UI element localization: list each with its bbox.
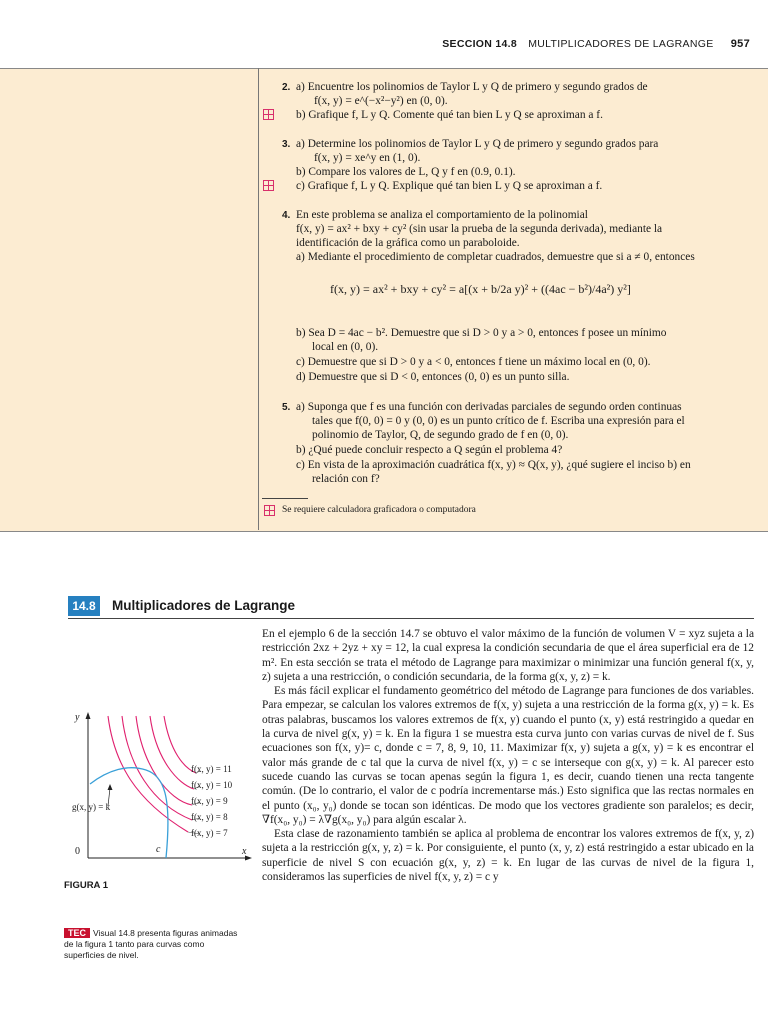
constraint-label: g(x, y) = k <box>72 802 111 812</box>
exercise-4: 4. En este problema se analiza el comportamiento de la polinomial <box>282 209 588 221</box>
footnote-rule <box>262 498 308 499</box>
figure-caption: FIGURA 1 <box>64 880 108 891</box>
page-number: 957 <box>730 38 750 50</box>
level-curve-8 <box>150 716 194 789</box>
level-label-9: f(x, y) = 9 <box>191 796 228 806</box>
exercise-5a: 5. a) Suponga que f es una función con derivadas parciales de segundo orden continuas <box>282 401 682 413</box>
exercise-4b-line2: local en (0, 0). <box>312 341 379 353</box>
tec-text: Visual 14.8 presenta figuras animadas de la figura 1 tanto para curvas como superficies de nivel. <box>64 928 238 960</box>
footnote: Se requiere calculadora graficadora o computadora <box>282 505 476 515</box>
graphing-calculator-icon <box>264 505 275 516</box>
tec-badge: TEC <box>64 928 90 938</box>
exercise-2a-function: f(x, y) = e^(−x²−y²) en (0, 0). <box>314 95 448 107</box>
section-rule <box>68 618 754 619</box>
section-title: Multiplicadores de Lagrange <box>112 598 296 613</box>
c-label: c <box>156 844 161 855</box>
tec-note <box>64 928 244 961</box>
paragraph-1: En el ejemplo 6 de la sección 14.7 se obtuvo el valor máximo de la función de volumen V = xyz sujeta a la restricción 2xz + 2yz + xy = 12, la cual expresa la condición secundaria de que el área superficial era de 12 m². En esta sección se trata el método de Lagrange para maximizar o minimizar una función general f(x, y, z) sujeta a una restricción, o condición secundaria, de la forma g(x, y, z) = k. <box>262 628 754 683</box>
exercise-4-formula: f(x, y) = ax² + bxy + cy² = a[(x + b/2a y)² + ((4ac − b²)/4a²) y²] <box>330 282 631 296</box>
y-axis-arrow <box>86 712 91 719</box>
graphing-calculator-icon <box>263 180 274 191</box>
exercise-3a: 3. a) Determine los polinomios de Taylor L y Q de primero y segundo grados para <box>282 138 659 150</box>
exercise-4-line2: f(x, y) = ax² + bxy + cy² (sin usar la prueba de la segunda derivada), mediante la <box>296 223 663 235</box>
exercise-5a-line3: polinomio de Taylor, Q, de segundo grado de f en (0, 0). <box>312 429 569 441</box>
body-text <box>262 627 754 884</box>
running-head-section: SECCION 14.8 <box>442 38 518 50</box>
exercise-5a-line2: tales que f(0, 0) = 0 y (0, 0) es un punto crítico de f. Escriba una expresión para el <box>312 415 685 427</box>
exercise-4-line3: identificación de la gráfica como un paraboloide. <box>296 237 520 249</box>
paragraph-3: Esta clase de razonamiento también se aplica al problema de encontrar los valores extremos de f(x, y, z) sujeta a la restricción g(x, y, z) = k. Por consiguiente, el punto (x, y, z) está restringido a estar ubicado en la superficie de nivel S con ecuación g(x, y, z) = k. En lugar de las curvas de nivel de la figura 1, consideramos las superficies de nivel f(x, y, z) = c y <box>262 828 754 884</box>
section-number: 14.8 <box>68 596 100 616</box>
exercise-5c-line2: relación con f? <box>312 473 380 485</box>
exercise-2b: b) Grafique f, L y Q. Comente qué tan bien L y Q se aproximan a f. <box>296 109 603 121</box>
exercise-5b: b) ¿Qué puede concluir respecto a Q según el problema 4? <box>296 444 563 456</box>
page-header <box>0 0 768 68</box>
exercise-3c: c) Grafique f, L y Q. Explique qué tan bien L y Q se aproximan a f. <box>296 180 603 192</box>
level-label-10: f(x, y) = 10 <box>191 780 233 790</box>
level-curve-11 <box>108 716 188 832</box>
x-axis-label: x <box>242 846 247 857</box>
level-label-7: f(x, y) = 7 <box>191 828 228 838</box>
y-axis-label: y <box>75 712 80 723</box>
exercise-5c: c) En vista de la aproximación cuadrática f(x, y) ≈ Q(x, y), ¿qué sugiere el inciso b) en <box>296 459 691 471</box>
paragraph-2: Es más fácil explicar el fundamento geométrico del método de Lagrange para funciones de dos variables. Para empezar, se calculan los valores extremos de f(x, y) sujeta a una restricción de la forma g(x, y) = k. Es otras palabras, buscamos los valores extremos de f(x, y) cuando el punto (x, y) está restringido a quedar en la curva de nivel g(x, y) = k. En la figura 1 se muestra esta curva junto con varias curvas de nivel de f. Sus ecuaciones son f(x, y)= c, donde c = 7, 8, 9, 10, 11. Maximizar f(x, y) sujeta a g(x, y) = k es encontrar el valor más grande de c tal que la curva de nivel f(x, y) = c se interseque con g(x, y) = k. Al parecer esto sucede cuando las curvas se tocan apenas según la figura 1, es decir, cuando tienen una recta tangente común. (De lo contrario, el valor de c podría incrementarse más.) Esto significa que las rectas normales en el punto (x₀, y₀) donde se tocan son idénticas. De modo que los vectores gradiente son paralelos; es decir, ∇f(x₀, y₀) = λ∇g(x₀, y₀) para algún escalar λ. <box>262 685 754 826</box>
exercise-3b: b) Compare los valores de L, Q y f en (0.9, 0.1). <box>296 166 516 178</box>
exercise-3a-function: f(x, y) = xe^y en (1, 0). <box>314 152 421 164</box>
exercise-2a: 2. a) Encuentre los polinomios de Taylor L y Q de primero y segundo grados de <box>282 81 648 93</box>
exercises-divider <box>258 68 259 530</box>
level-label-11: f(x, y) = 11 <box>191 764 232 774</box>
exercise-4b: b) Sea D = 4ac − b². Demuestre que si D > 0 y a > 0, entonces f posee un mínimo <box>296 327 667 339</box>
exercise-4c: c) Demuestre que si D > 0 y a < 0, entonces f tiene un máximo local en (0, 0). <box>296 356 651 368</box>
graphing-calculator-icon <box>263 109 274 120</box>
exercise-4d: d) Demuestre que si D < 0, entonces (0, 0) es un punto silla. <box>296 371 570 383</box>
running-head-title: MULTIPLICADORES DE LAGRANGE <box>528 38 714 50</box>
exercise-4a: a) Mediante el procedimiento de completar cuadrados, demuestre que si a ≠ 0, entonces <box>296 251 695 263</box>
origin-label: 0 <box>75 846 80 857</box>
level-label-8: f(x, y) = 8 <box>191 812 228 822</box>
